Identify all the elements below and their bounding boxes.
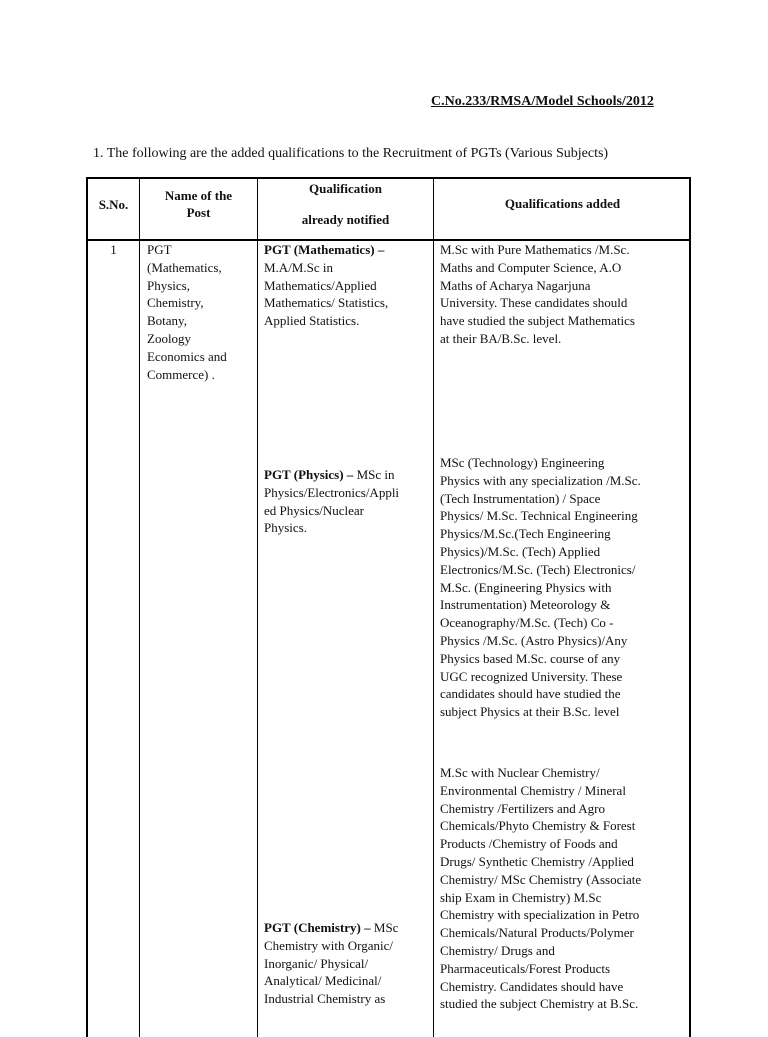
chemistry-added-line: Chemistry/ MSc Chemistry (Associate [440,871,642,887]
chemistry-added-line: Chemistry/ Drugs and [440,942,555,958]
chemistry-title: PGT (Chemistry) – [264,920,371,935]
header-notified-line2: already notified [301,212,390,227]
post-line: Commerce) . [147,366,215,382]
physics-added-line: Electronics/M.Sc. (Tech) Electronics/ [440,561,636,577]
post-line: PGT [147,242,172,257]
chemistry-added-line: Environmental Chemistry / Mineral [440,782,626,798]
physics-added-line: Physics/M.Sc.(Tech Engineering [440,526,611,542]
intro-paragraph: 1. The following are the added qualifications to the Recruitment of PGTs (Various Subjects) [93,146,609,161]
physics-added-line: UGC recognized University. These [440,668,623,684]
math-added-line: M.Sc with Pure Mathematics /M.Sc. [440,242,630,257]
physics-added-line: M.Sc. (Engineering Physics with [440,579,612,595]
post-line: Zoology [147,330,192,346]
chemistry-added-line: Pharmaceuticals/Forest Products [440,960,611,976]
chemistry-notified-line: Inorganic/ Physical/ [264,955,369,971]
physics-added [440,454,690,721]
physics-added-line: Physics based M.Sc. course of any [440,650,621,666]
physics-added-line: Instrumentation) Meteorology & [440,597,611,613]
chemistry-added-line: studied the subject Chemistry at B.Sc. [440,996,639,1012]
chemistry-notified [264,919,432,1008]
math-title: PGT (Mathematics) – [264,242,385,257]
chemistry-added-line: Chemistry. Candidates should have [440,978,624,994]
physics-added-line: candidates should have studied the [440,686,621,702]
math-added-line: Maths of Acharya Nagarjuna [440,277,591,293]
math-added-line: Maths and Computer Science, A.O [440,259,622,275]
math-added [440,241,690,348]
chemistry-added-line: Chemistry /Fertilizers and Agro [440,800,606,816]
column-divider [139,179,140,1037]
physics-notified-line: Physics/Electronics/Appli [264,484,400,500]
physics-notified [264,466,432,537]
physics-added-line: Oceanography/M.Sc. (Tech) Co - [440,615,614,631]
math-added-line: at their BA/B.Sc. level. [440,330,562,346]
post-line: Chemistry, [147,295,204,311]
header-sno: S.No. [98,197,129,212]
physics-added-line: MSc (Technology) Engineering [440,455,605,470]
post-line: Botany, [147,313,187,329]
chemistry-added-line: Chemistry with specialization in Petro [440,907,640,923]
physics-added-line: Physics /M.Sc. (Astro Physics)/Any [440,632,628,648]
header-added: Qualifications added [504,196,621,211]
physics-added-line: Physics with any specialization /M.Sc. [440,472,641,488]
physics-title: PGT (Physics) – [264,467,354,482]
header-notified [258,180,433,228]
math-notified-line: Mathematics/Applied [264,277,377,293]
row-sno: 1 [110,242,117,257]
physics-notified-line: ed Physics/Nuclear [264,502,365,518]
math-notified-line: M.A/M.Sc in [264,259,333,275]
physics-added-line: (Tech Instrumentation) / Space [440,490,601,506]
math-added-line: University. These candidates should [440,295,628,311]
physics-added-line: subject Physics at their B.Sc. level [440,704,620,720]
chemistry-title-rest: MSc [370,920,399,935]
chemistry-added-line: Chemicals/Natural Products/Polymer [440,925,634,941]
physics-added-line: Physics/ M.Sc. Technical Engineering [440,508,638,524]
reference-number: C.No.233/RMSA/Model Schools/2012 [431,94,654,109]
chemistry-added [440,764,690,1013]
header-post [140,187,257,221]
chemistry-added-line: ship Exam in Chemistry) M.Sc [440,889,602,905]
chemistry-added-line: Products /Chemistry of Foods and [440,836,618,852]
chemistry-notified-line: Industrial Chemistry as [264,991,386,1007]
header-post-line1: Name of the [164,188,233,203]
chemistry-added-line: M.Sc with Nuclear Chemistry/ [440,765,600,780]
physics-title-rest: MSc in [353,467,395,482]
post-line: (Mathematics, [147,259,222,275]
math-added-line: have studied the subject Mathematics [440,313,635,329]
math-notified-line: Applied Statistics. [264,313,360,329]
post-line: Economics and [147,348,227,364]
header-notified-line1: Qualification [309,181,382,196]
row-post-name [147,241,255,383]
physics-added-line: Physics)/M.Sc. (Tech) Applied [440,543,601,559]
column-divider [257,179,258,1037]
header-post-line2: Post [186,205,211,220]
post-line: Physics, [147,277,190,293]
column-divider [433,179,434,1037]
chemistry-notified-line: Analytical/ Medicinal/ [264,973,382,989]
chemistry-added-line: Drugs/ Synthetic Chemistry /Applied [440,853,634,869]
math-notified [264,241,432,330]
physics-notified-line: Physics. [264,520,307,536]
chemistry-notified-line: Chemistry with Organic/ [264,937,394,953]
math-notified-line: Mathematics/ Statistics, [264,295,389,311]
chemistry-added-line: Chemicals/Phyto Chemistry & Forest [440,818,636,834]
qualifications-table [86,177,691,1037]
